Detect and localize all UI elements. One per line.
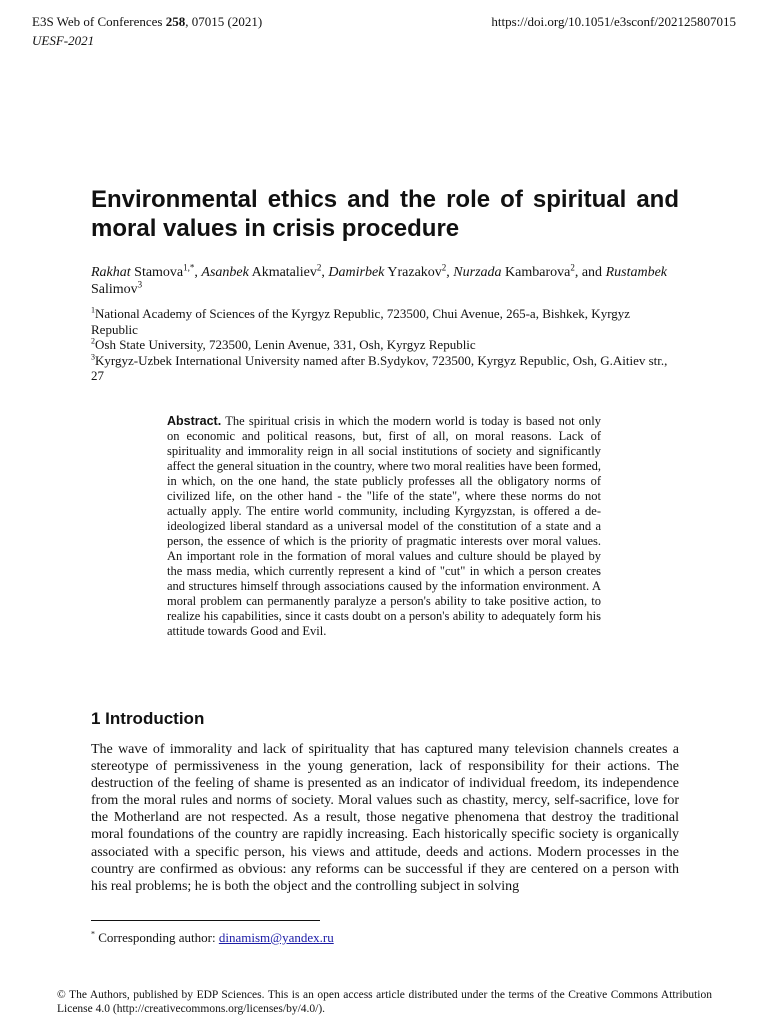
author-first-name: Rakhat xyxy=(91,265,131,280)
affiliation-number: 2 xyxy=(91,336,95,346)
author-affiliation-mark: 2 xyxy=(316,262,322,273)
author-affiliation-mark: 2 xyxy=(441,262,447,273)
author-item: Damirbek Yrazakov$^2$, xyxy=(328,262,454,280)
affiliation-text: National Academy of Sciences of the Kyrgyz Republic, 723500, Chui Avenue, 265-a, Bishkek, Kyrgyz Republic xyxy=(91,306,631,337)
corresponding-email-link[interactable]: dinamism@yandex.ru xyxy=(218,930,334,945)
affiliation-item xyxy=(91,337,679,353)
author-affiliation-mark: 3 xyxy=(137,279,143,290)
affiliation-text: Kyrgyz-Uzbek International University named after B.Sydykov, 723500, Kyrgyz Republic, Osh, G.Aitiev str., 27 xyxy=(91,352,668,383)
paper-title: Environmental ethics and the role of spiritual and moral values in crisis procedure xyxy=(91,186,679,242)
affiliation-number: 1 xyxy=(91,305,95,315)
license-notice: © The Authors, published by EDP Sciences. This is an open access article distributed under the terms of the Creative Commons Attribution License 4.0 (http://creativecommons.org/licenses/by/4.0/). xyxy=(57,989,712,1015)
author-first-name: Nurzada xyxy=(453,265,502,280)
section-body-text: The wave of immorality and lack of spirituality that has captured many television channels creates a stereotype of permissiveness in the young generation, lack of responsibility for their actions. The destruction of the feeling of shame is presented as an indicator of individual freedom, its independence from the moral rules and norms of society. Moral values such as chastity, mercy, self-sacrifice, love for the Motherland are not respected. As a result, those negative phenomena that destroy the traditional moral foundations of the country are rapidly increasing. Each historically specific society is organically associated with a specific person, his views and attitude, deeds and actions. Modern processes in the country are confirmed as obvious: any reforms can be successful if they are centered on a person with his real problems; he is both the object and the controlling subject in solving xyxy=(91,742,679,894)
author-last-name: Kambarova xyxy=(505,265,571,280)
affiliation-item xyxy=(91,306,679,337)
journal-citation xyxy=(32,12,262,31)
author-last-name: Stamova xyxy=(134,265,184,280)
conference-name: UESF-2021 xyxy=(32,33,95,48)
author-last-name: Yrazakov xyxy=(387,265,442,280)
author-first-name: Damirbek xyxy=(328,265,385,280)
author-last-name: Salimov xyxy=(91,282,138,297)
article-number-year: , 07015 (2021) xyxy=(185,14,263,29)
abstract xyxy=(167,414,601,639)
footnote-divider xyxy=(91,920,320,921)
author-item: Rakhat Stamova$^{1,*}$, xyxy=(91,262,202,280)
author-first-name: Rustambek xyxy=(605,265,667,280)
journal-volume: 258 xyxy=(165,14,186,29)
footnote-label: Corresponding author: xyxy=(98,930,219,945)
affiliation-list xyxy=(91,306,679,384)
abstract-text: The spiritual crisis in which the modern world is today is based not only on economic and political reasons, but, first of all, on moral reasons. Lack of spirituality and immorality reign in all social institutions of society and significantly affect the general situation in the country, where two moral realities have been formed, in which, on the one hand, the state publicly professes all the obligatory norms of civilized life, on the other hand - the "life of the state", where these norms do not actually apply. The entire world community, including Kyrgyzstan, is offered a de-ideologized liberal standard as a universal model of the constitution of a state and a person, the essence of which is the priority of pragmatic interests over moral values. An important role in the formation of moral values and culture should be played by the mass media, which currently represent a kind of "cut" in which a person creates and structures himself through associations caused by the information environment. A moral problem can permanently paralyze a person's ability to take positive action, to realize his capabilities, since it casts doubt on a person's ability to adequately form his attitude towards Good and Evil. xyxy=(167,414,601,638)
author-affiliation-mark: 2 xyxy=(570,262,575,273)
author-last-name: Akmataliev xyxy=(251,265,317,280)
author-item: Nurzada Kambarova$^2$, and xyxy=(453,262,606,280)
abstract-label: Abstract. xyxy=(167,414,222,428)
affiliation-number: 3 xyxy=(91,352,95,362)
footnote xyxy=(91,930,334,946)
journal-name: E3S Web of Conferences xyxy=(32,14,163,29)
author-first-name: Asanbek xyxy=(201,265,249,280)
footnote-mark: * xyxy=(91,929,95,939)
section-heading: 1 Introduction xyxy=(91,709,205,728)
affiliation-text: Osh State University, 723500, Lenin Avenue, 331, Osh, Kyrgyz Republic xyxy=(95,337,476,352)
author-affiliation-mark: 1,* xyxy=(183,262,195,273)
author-list xyxy=(91,264,679,298)
author-item: Asanbek Akmataliev$^2$, xyxy=(201,262,329,280)
doi-link[interactable]: https://doi.org/10.1051/e3sconf/202125807015 xyxy=(491,14,736,29)
affiliation-item xyxy=(91,353,679,384)
running-header xyxy=(32,12,262,50)
